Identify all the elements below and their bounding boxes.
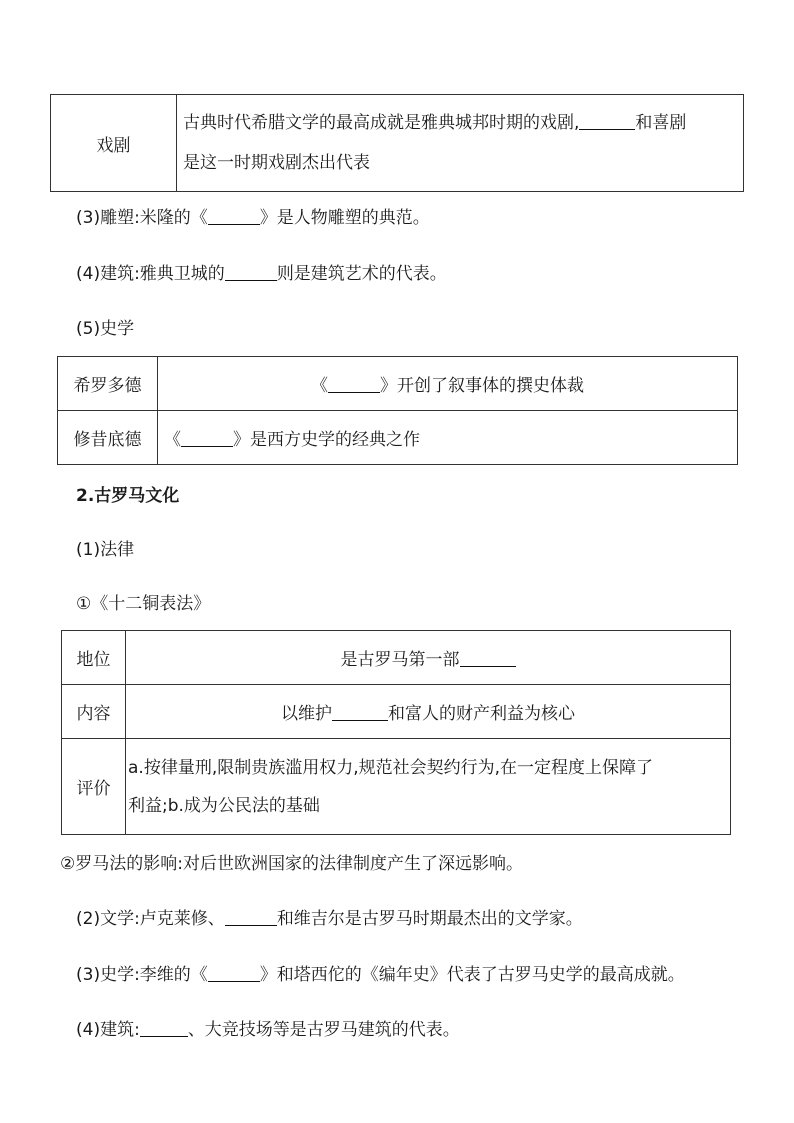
law-content-content: 以维护 和富人的财产利益为核心 <box>126 685 731 739</box>
blank <box>460 649 516 667</box>
blank <box>225 908 277 926</box>
blank <box>225 263 277 281</box>
blank <box>208 964 260 982</box>
history-content-thucydides: 《 》是西方史学的经典之作 <box>158 411 738 465</box>
law-position-content: 是古罗马第一部 <box>126 631 731 685</box>
roman-history-line: (3)史学:李维的《 》和塔西佗的《编年史》代表了古罗马史学的最高成就。 <box>76 965 685 985</box>
blank <box>208 207 260 225</box>
history-label-herodotus: 希罗多德 <box>58 357 158 411</box>
law-position-label: 地位 <box>62 631 126 685</box>
law-table <box>61 630 731 835</box>
blank <box>579 112 635 130</box>
blank <box>140 1019 188 1037</box>
law-eval-label: 评价 <box>62 739 126 835</box>
roman-arch-line: (4)建筑: 、大竞技场等是古罗马建筑的代表。 <box>76 1020 460 1040</box>
rome-heading: 2.古罗马文化 <box>76 486 180 506</box>
architecture-line: (4)建筑:雅典卫城的 则是建筑艺术的代表。 <box>76 264 447 284</box>
history-content-herodotus: 《 》开创了叙事体的撰史体裁 <box>158 357 738 411</box>
blank <box>332 703 388 721</box>
literature-line: (2)文学:卢克莱修、 和维吉尔是古罗马时期最杰出的文学家。 <box>76 909 583 929</box>
history-heading: (5)史学 <box>76 319 135 339</box>
blank <box>181 429 233 447</box>
roman-law-line: ②罗马法的影响:对后世欧洲国家的法律制度产生了深远影响。 <box>60 854 523 874</box>
drama-table <box>50 94 744 192</box>
twelve-tables-heading: ①《十二铜表法》 <box>76 594 211 614</box>
drama-content: 古典时代希腊文学的最高成就是雅典城邦时期的戏剧, 和喜剧 是这一时期戏剧杰出代表 <box>177 95 744 192</box>
history-table <box>57 356 738 465</box>
law-eval-content: a.按律量刑,限制贵族滥用权力,规范社会契约行为,在一定程度上保障了 利益;b.成为公民法的基础 <box>126 739 731 835</box>
blank <box>328 375 380 393</box>
drama-label: 戏剧 <box>51 95 177 192</box>
law-heading: (1)法律 <box>76 540 135 560</box>
sculpture-line: (3)雕塑:米隆的《 》是人物雕塑的典范。 <box>76 208 430 228</box>
law-content-label: 内容 <box>62 685 126 739</box>
history-label-thucydides: 修昔底德 <box>58 411 158 465</box>
